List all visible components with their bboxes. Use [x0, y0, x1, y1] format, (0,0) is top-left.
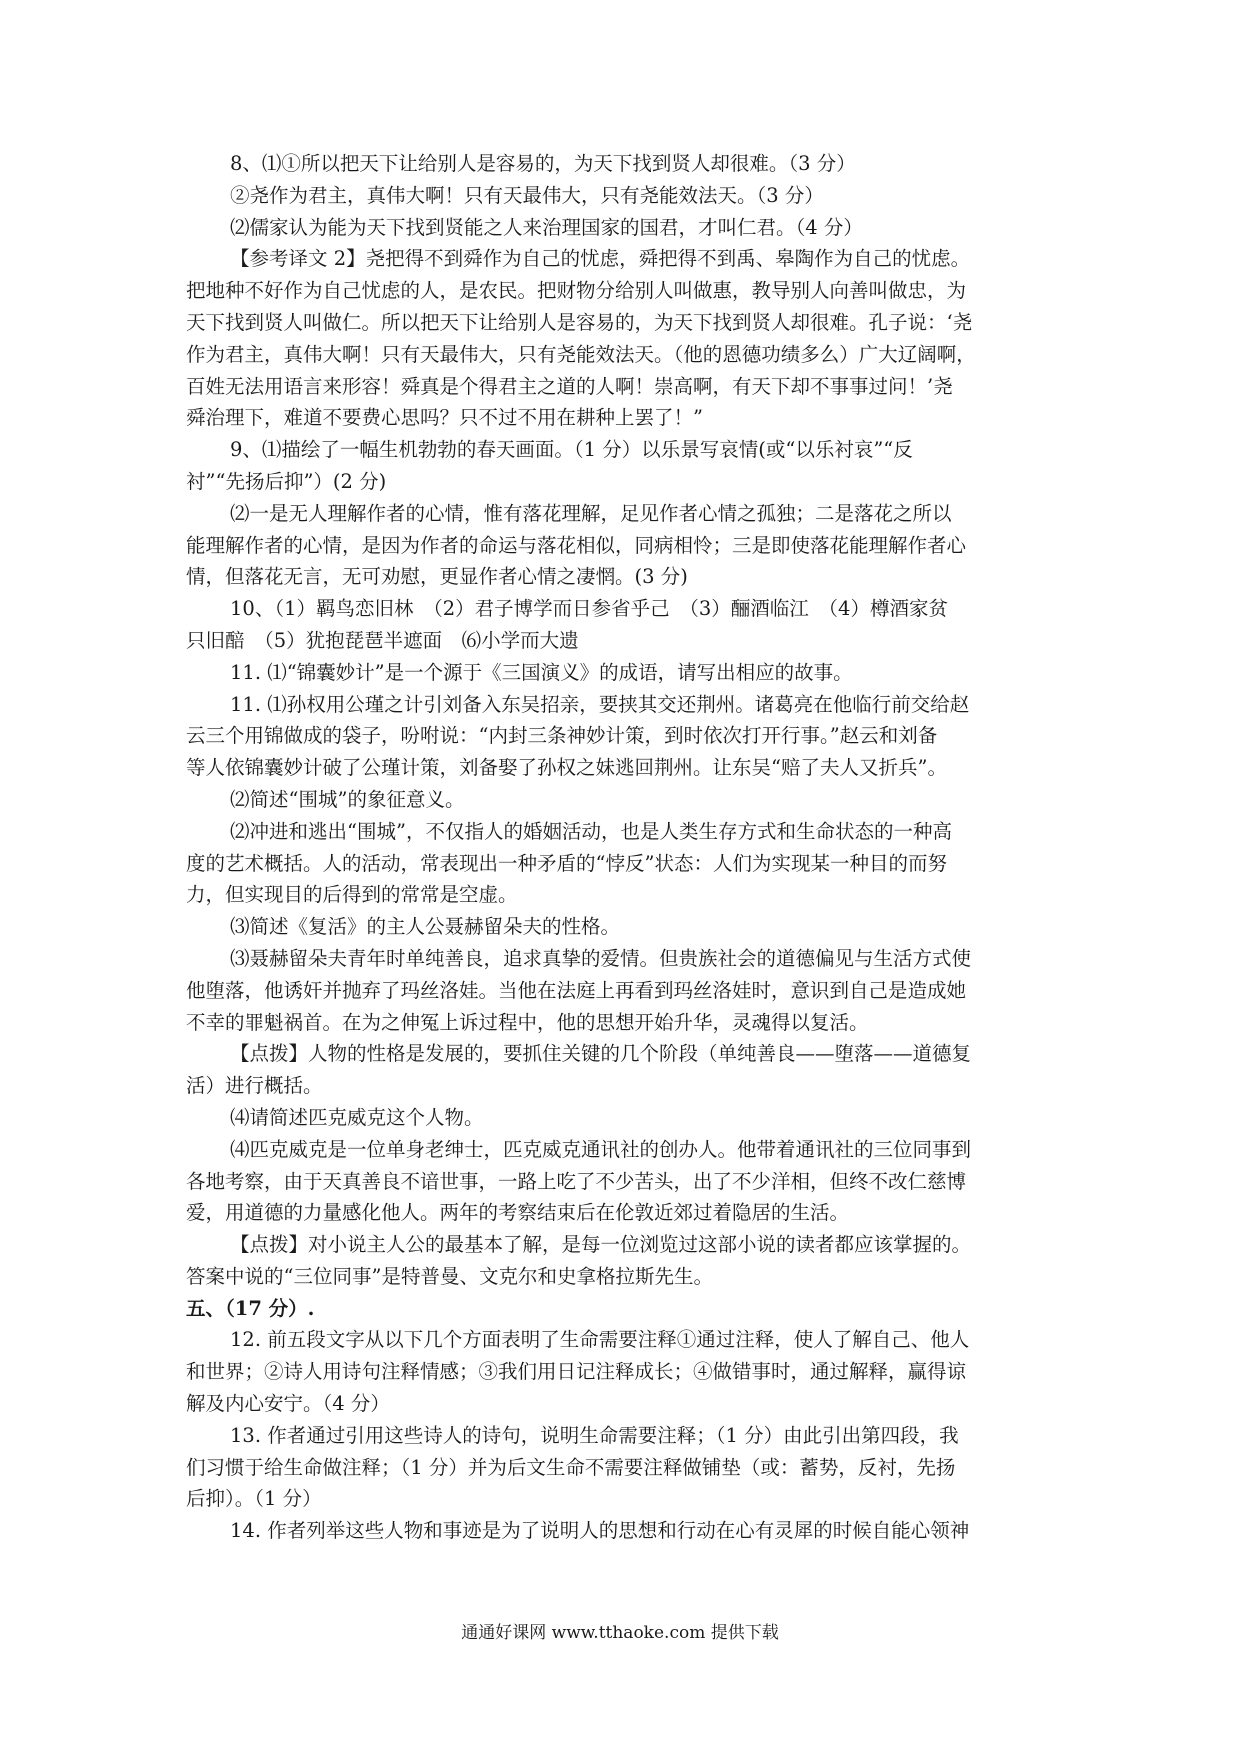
text-line: 各地考察，由于天真善良不谙世事，一路上吃了不少苦头，出了不少洋相，但终不改仁慈博 — [186, 1169, 967, 1193]
text-line: 力，但实现目的后得到的常常是空虚。 — [186, 883, 518, 907]
text-line: 度的艺术概括。人的活动，常表现出一种矛盾的“悖反”状态：人们为实现某一种目的而努 — [186, 851, 947, 875]
text-line: 14. 作者列举这些人物和事迹是为了说明人的思想和行动在心有灵犀的时候自能心领神 — [230, 1519, 970, 1543]
text-line: 把地种不好作为自己忧虑的人，是农民。把财物分给别人叫做惠，教导别人向善叫做忠，为 — [186, 279, 967, 303]
text-line: 天下找到贤人叫做仁。所以把天下让给别人是容易的，为天下找到贤人却很难。孔子说：‘尧 — [186, 310, 973, 334]
text-line: 他堕落，他诱奸并抛弃了玛丝洛娃。当他在法庭上再看到玛丝洛娃时，意识到自己是造成她 — [186, 978, 967, 1002]
text-line: ⑷请简述匹克威克这个人物。 — [230, 1105, 484, 1129]
text-line: 只旧醅 （5）犹抱琵琶半遮面 ⑹小学而大遗 — [186, 628, 579, 652]
text-line: ⑶简述《复活》的主人公聂赫留朵夫的性格。 — [230, 915, 621, 939]
text-line: 【参考译文 2】尧把得不到舜作为自己的忧虑，舜把得不到禹、皋陶作为自己的忧虑。 — [230, 247, 971, 271]
text-line: 11. ⑴孙权用公瑾之计引刘备入东吴招亲，要挟其交还荆州。诸葛亮在他临行前交给赵 — [230, 692, 970, 716]
text-line: 答案中说的“三位同事”是特普曼、文克尔和史拿格拉斯先生。 — [186, 1264, 713, 1288]
text-line: 9、⑴描绘了一幅生机勃勃的春天画面。（1 分）以乐景写哀情(或“以乐衬哀”“反 — [230, 438, 913, 462]
text-line: 舜治理下，难道不要费心思吗？只不过不用在耕种上罢了！” — [186, 406, 703, 430]
text-line: 爱，用道德的力量感化他人。两年的考察结束后在伦敦近郊过着隐居的生活。 — [186, 1201, 850, 1225]
text-line: ⑶聂赫留朵夫青年时单纯善良，追求真挚的爱情。但贵族社会的道德偏见与生活方式使 — [230, 946, 972, 970]
text-line: 衬”“先扬后抑”）(2 分) — [186, 469, 387, 493]
text-line: 作为君主，真伟大啊！只有天最伟大，只有尧能效法天。（他的恩德功绩多么）广大辽阔啊， — [186, 342, 976, 366]
text-line: ⑵儒家认为能为天下找到贤能之人来治理国家的国君，才叫仁君。（4 分） — [230, 215, 863, 239]
text-line: 云三个用锦做成的袋子，吩咐说：“内封三条神妙计策，到时依次打开行事。”赵云和刘备 — [186, 724, 938, 748]
document-body — [186, 148, 1062, 1547]
section-heading: 五、（17 分）. — [186, 1296, 315, 1320]
text-line: ②尧作为君主，真伟大啊！只有天最伟大，只有尧能效法天。（3 分） — [230, 183, 824, 207]
text-line: 12. 前五段文字从以下几个方面表明了生命需要注释①通过注释，使人了解自己、他人 — [230, 1328, 970, 1352]
text-line: 11. ⑴“锦囊妙计”是一个源于《三国演义》的成语，请写出相应的故事。 — [230, 660, 853, 684]
text-line: 情，但落花无言，无可劝慰，更显作者心情之凄惘。(3 分) — [186, 565, 688, 589]
text-line: 能理解作者的心情，是因为作者的命运与落花相似，同病相怜；三是即使落花能理解作者心 — [186, 533, 967, 557]
text-line: 8、⑴①所以把天下让给别人是容易的，为天下找到贤人却很难。（3 分） — [230, 152, 856, 175]
text-line: 百姓无法用语言来形容！舜真是个得君主之道的人啊！崇高啊，有天下却不事事过问！’尧 — [186, 374, 953, 398]
text-line: 后抑）。（1 分） — [186, 1487, 322, 1511]
text-line: ⑵简述“围城”的象征意义。 — [230, 787, 465, 811]
text-line: 等人依锦囊妙计破了公瑾计策，刘备娶了孙权之妹逃回荆州。让东吴“赔了夫人又折兵”。 — [186, 756, 947, 780]
text-line: 【点拨】人物的性格是发展的，要抓住关键的几个阶段（单纯善良——堕落——道德复 — [230, 1042, 972, 1066]
text-line: 10、（1）羁鸟恋旧林 （2）君子博学而日参省乎己 （3）酾酒临江 （4）樽酒家贫 — [230, 597, 948, 621]
text-line: 13. 作者通过引用这些诗人的诗句，说明生命需要注释；（1 分）由此引出第四段，我 — [230, 1423, 959, 1447]
text-line: ⑵一是无人理解作者的心情，惟有落花理解，足见作者心情之孤独；二是落花之所以 — [230, 501, 952, 525]
text-line: 【点拨】对小说主人公的最基本了解，是每一位浏览过这部小说的读者都应该掌握的。 — [230, 1233, 972, 1257]
page-footer: 通通好课网 www.tthaoke.com 提供下载 — [461, 1623, 779, 1643]
text-line: ⑵冲进和逃出“围城”，不仅指人的婚姻活动，也是人类生存方式和生命状态的一种高 — [230, 819, 952, 843]
text-line: 不幸的罪魁祸首。在为之伸冤上诉过程中，他的思想开始升华，灵魂得以复活。 — [186, 1010, 869, 1034]
text-line: ⑷匹克威克是一位单身老绅士，匹克威克通讯社的创办人。他带着通讯社的三位同事到 — [230, 1137, 972, 1161]
text-line: 和世界；②诗人用诗句注释情感；③我们用日记注释成长；④做错事时，通过解释，赢得谅 — [186, 1360, 967, 1384]
text-line: 活）进行概括。 — [186, 1074, 323, 1098]
text-line: 们习惯于给生命做注释；（1 分）并为后文生命不需要注释做铺垫（或：蓄势，反衬，先扬 — [186, 1455, 956, 1479]
text-line: 解及内心安宁。（4 分） — [186, 1392, 390, 1416]
